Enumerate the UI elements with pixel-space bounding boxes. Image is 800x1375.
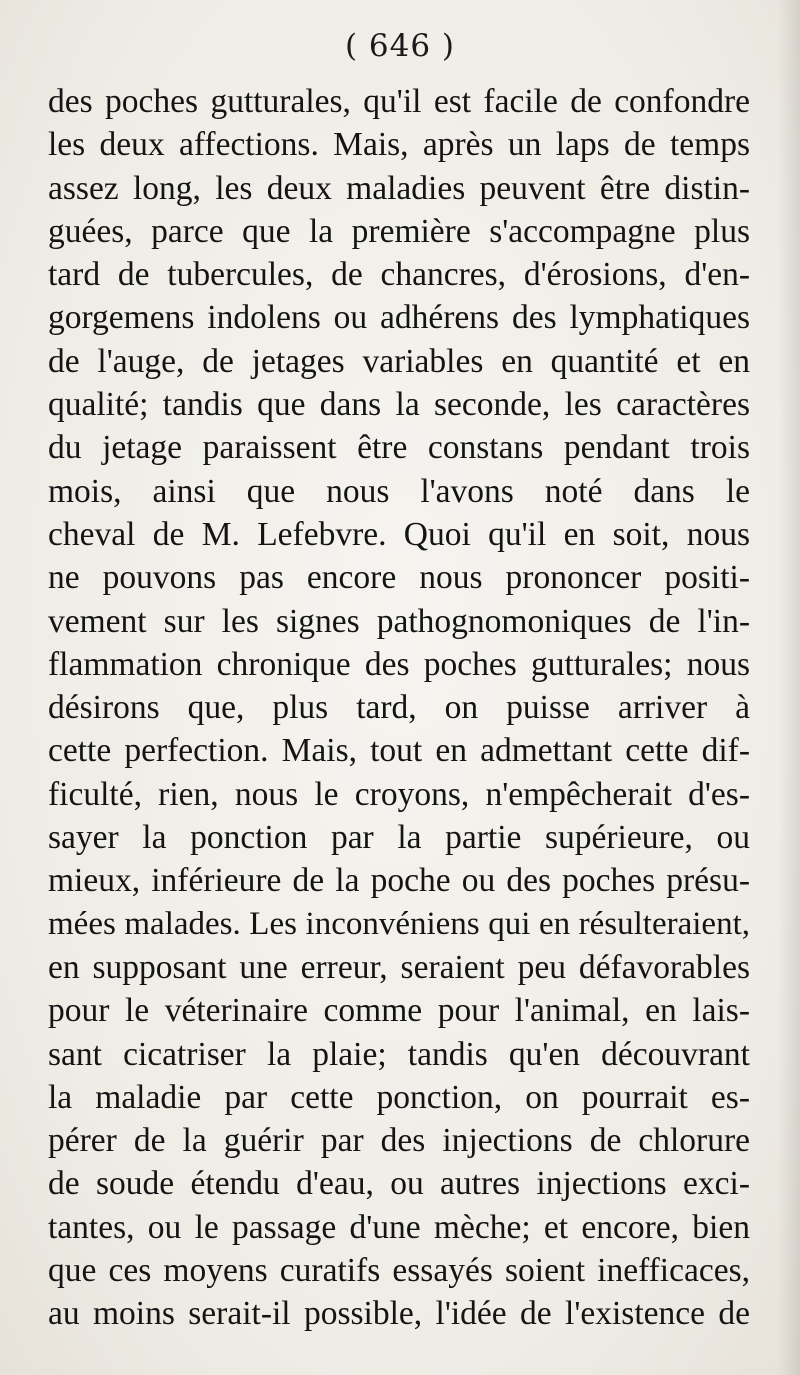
page-number: ( 646 ) bbox=[344, 28, 456, 64]
body-text bbox=[48, 80, 750, 1336]
text-line: assez long, les deux maladies peuvent être distin- bbox=[48, 169, 750, 207]
text-line: sayer la ponction par la partie supérieure, ou bbox=[48, 819, 750, 857]
text-line: qualité; tandis que dans la seconde, les caractères bbox=[48, 386, 750, 424]
text-line: en supposant une erreur, seraient peu défavorables bbox=[48, 948, 750, 986]
text-line: vement sur les signes pathognomoniques de l'in- bbox=[48, 602, 750, 640]
text-line: tard de tubercules, de chancres, d'érosions, d'en- bbox=[48, 256, 750, 294]
text-line: guées, parce que la première s'accompagne plus bbox=[48, 212, 750, 250]
text-line: la maladie par cette ponction, on pourrait es- bbox=[48, 1078, 750, 1116]
text-line: de soude étendu d'eau, ou autres injections exci- bbox=[48, 1165, 750, 1203]
text-line: mois, ainsi que nous l'avons noté dans le bbox=[48, 472, 750, 510]
text-line: ne pouvons pas encore nous prononcer positi- bbox=[48, 559, 750, 597]
text-line: pour le véterinaire comme pour l'animal, en lais- bbox=[48, 992, 750, 1030]
text-line: cheval de M. Lefebvre. Quoi qu'il en soit, nous bbox=[48, 515, 750, 553]
text-line: tantes, ou le passage d'une mèche; et encore, bien bbox=[48, 1208, 750, 1246]
text-line: au moins serait-il possible, l'idée de l'existence de bbox=[48, 1295, 750, 1333]
text-line: les deux affections. Mais, après un laps de temps bbox=[48, 126, 750, 164]
text-line: du jetage paraissent être constans pendant trois bbox=[48, 429, 750, 467]
text-line: gorgemens indolens ou adhérens des lymphatiques bbox=[48, 299, 750, 337]
text-line: sant cicatriser la plaie; tandis qu'en découvrant bbox=[48, 1035, 750, 1073]
text-line: ficulté, rien, nous le croyons, n'empêcherait d'es- bbox=[48, 775, 750, 813]
text-line: de l'auge, de jetages variables en quantité et en bbox=[48, 342, 750, 380]
text-line: désirons que, plus tard, on puisse arriver à bbox=[48, 689, 750, 727]
text-line: mieux, inférieure de la poche ou des poches présu- bbox=[48, 862, 750, 900]
text-line: mées malades. Les inconvéniens qui en résulteraient, bbox=[48, 905, 750, 942]
text-line: cette perfection. Mais, tout en admettant cette dif- bbox=[48, 732, 750, 770]
page-edge-shadow bbox=[778, 0, 800, 1375]
text-line: que ces moyens curatifs essayés soient inefficaces, bbox=[48, 1252, 750, 1290]
text-line: des poches gutturales, qu'il est facile de confondre bbox=[48, 83, 750, 120]
text-line: flammation chronique des poches gutturales; nous bbox=[48, 645, 750, 683]
text-line: pérer de la guérir par des injections de chlorure bbox=[48, 1122, 750, 1160]
